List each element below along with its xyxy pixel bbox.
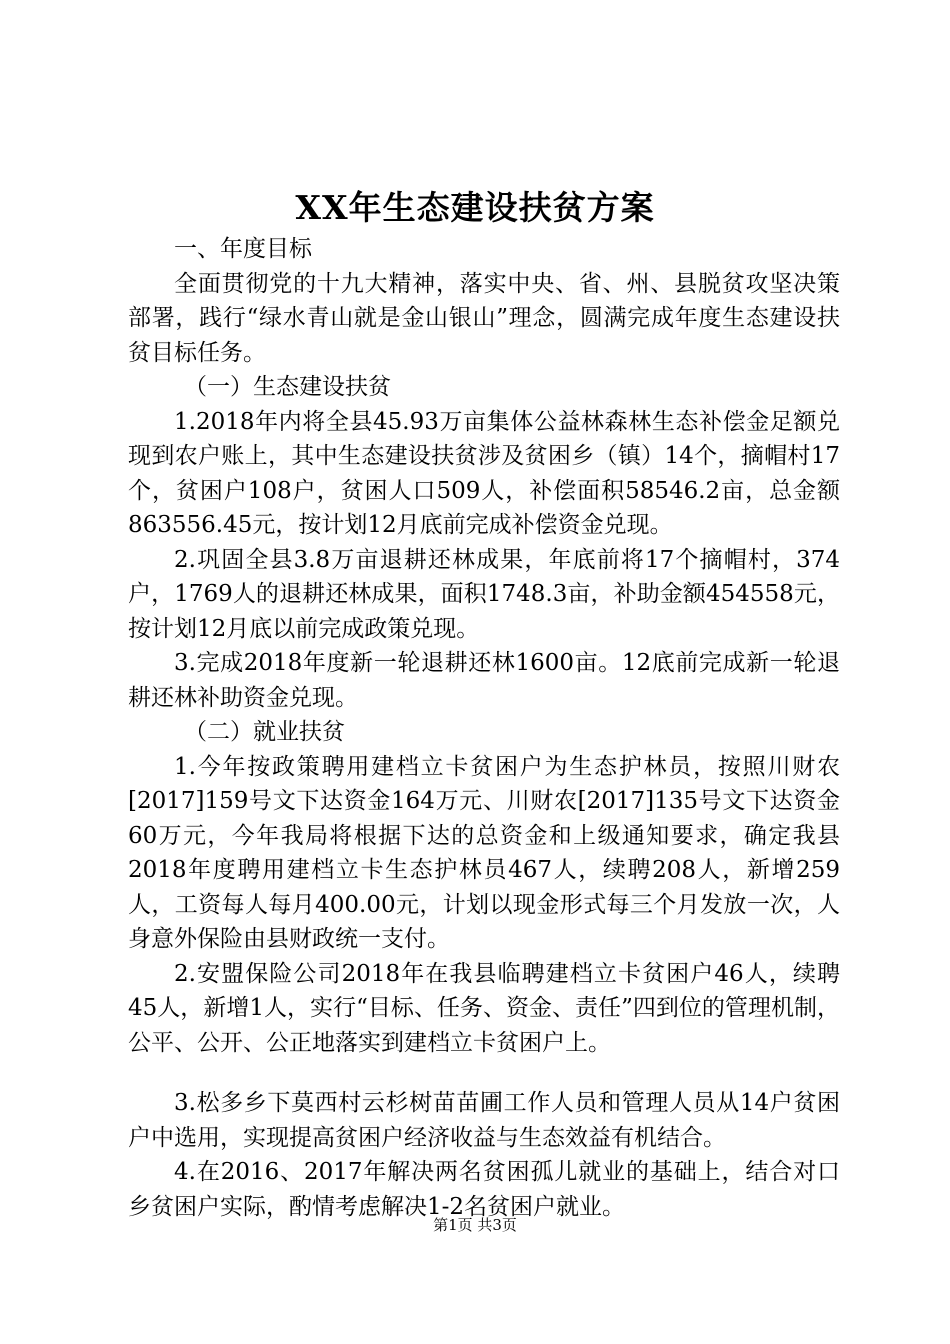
paragraph-job-2: 2.安盟保险公司2018年在我县临聘建档立卡贫困户46人，续聘45人，新增1人，实行“目标、任务、资金、责任”四到位的管理机制，公平、公开、公正地落实到建档立卡贫困户上。 — [128, 960, 840, 1056]
subsection-heading-ecological: （一）生态建设扶贫 — [184, 374, 391, 400]
subsection-heading-employment: （二）就业扶贫 — [184, 719, 345, 745]
section-heading-annual-goals: 一、年度目标 — [174, 236, 312, 262]
paragraph-job-3: 3.松多乡下莫西村云杉树苗苗圃工作人员和管理人员从14户贫困户中选用，实现提高贫困户经济收益与生态效益有机结合。 — [128, 1090, 840, 1151]
paragraph-intro: 全面贯彻党的十九大精神，落实中央、省、州、县脱贫攻坚决策部署，践行“绿水青山就是金山银山”理念，圆满完成年度生态建设扶贫目标任务。 — [128, 270, 840, 366]
document-body — [128, 232, 840, 1224]
paragraph-eco-2: 2.巩固全县3.8万亩退耕还林成果，年底前将17个摘帽村，374户，1769人的退耕还林成果，面积1748.3亩，补助金额454558元，按计划12月底以前完成政策兑现。 — [128, 546, 840, 642]
paragraph-eco-1: 1.2018年内将全县45.93万亩集体公益林森林生态补偿金足额兑现到农户账上，其中生态建设扶贫涉及贫困乡（镇）14个，摘帽村17个，贫困户108户，贫困人口509人，补偿面积58546.2亩，总金额863556.45元，按计划12月底前完成补偿资金兑现。 — [128, 408, 840, 538]
paragraph-spacer — [128, 1060, 840, 1086]
page-number-footer: 第1页 共3页 — [433, 1216, 517, 1234]
document-title: XX年生态建设扶贫方案 — [295, 188, 655, 227]
paragraph-job-4: 4.在2016、2017年解决两名贫困孤儿就业的基础上，结合对口乡贫困户实际，酌情考虑解决1-2名贫困户就业。 — [128, 1159, 840, 1220]
paragraph-eco-3: 3.完成2018年度新一轮退耕还林1600亩。12底前完成新一轮退耕还林补助资金兑现。 — [128, 650, 840, 711]
paragraph-job-1: 1.今年按政策聘用建档立卡贫困户为生态护林员，按照川财农[2017]159号文下达资金164万元、川财农[2017]135号文下达资金60万元，今年我局将根据下达的总资金和上级通知要求，确定我县2018年度聘用建档立卡生态护林员467人，续聘208人，新增259人，工资每人每月400.00元，计划以现金形式每三个月发放一次，人身意外保险由县财政统一支付。 — [128, 753, 840, 952]
